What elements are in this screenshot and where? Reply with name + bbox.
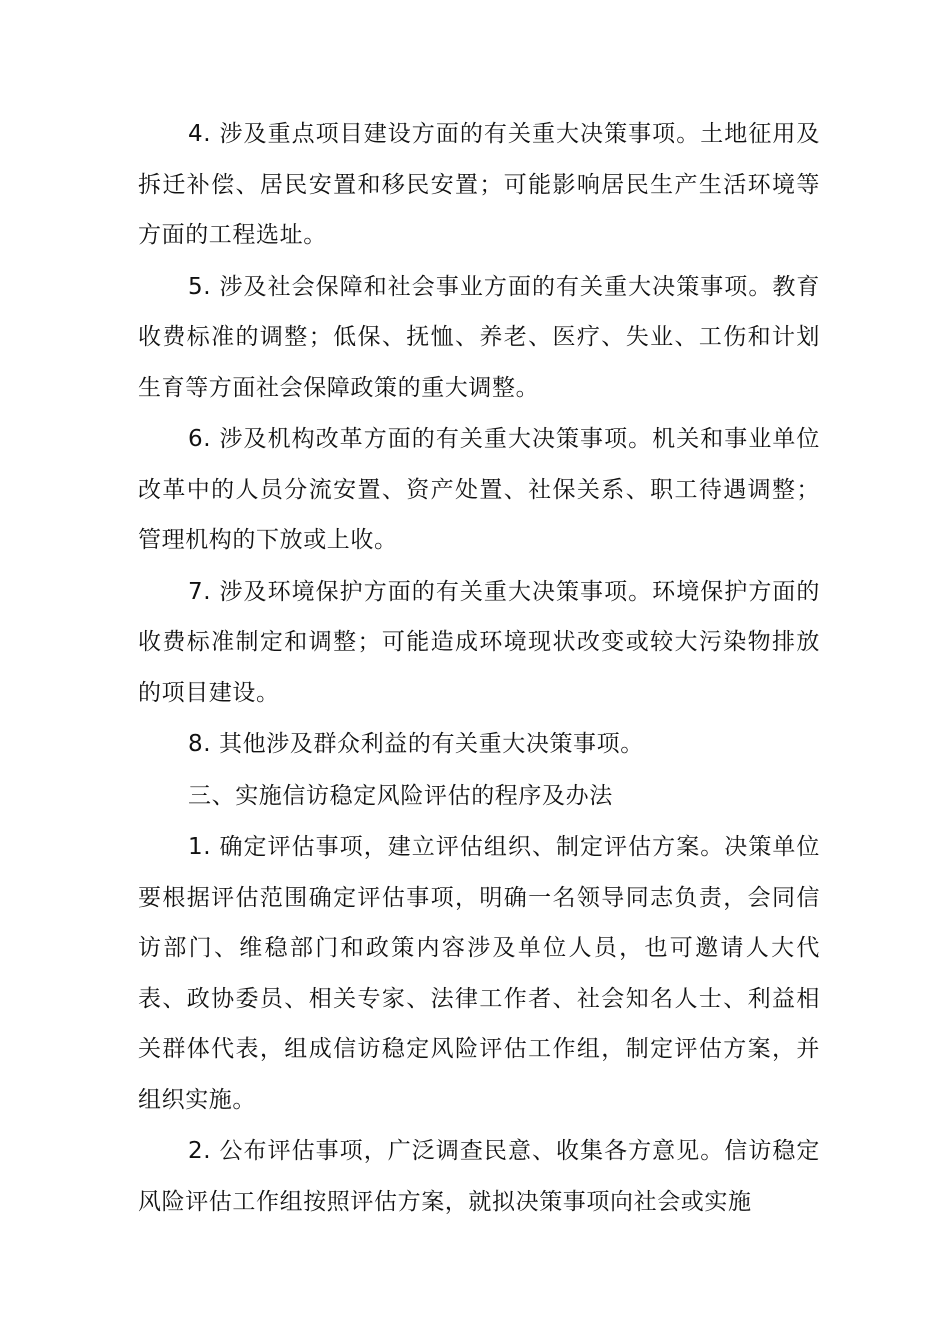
paragraph-item-7: 7. 涉及环境保护方面的有关重大决策事项。环境保护方面的收费标准制定和调整；可能造成环境现状改变或较大污染物排放的项目建设。 (138, 578, 820, 706)
paragraph-item-8: 8. 其他涉及群众利益的有关重大决策事项。 (188, 731, 644, 757)
paragraph-step-1: 1. 确定评估事项，建立评估组织、制定评估方案。决策单位要根据评估范围确定评估事项，明确一名领导同志负责，会同信访部门、维稳部门和政策内容涉及单位人员，也可邀请人大代表、政协委员、相关专家、法律工作者、社会知名人士、利益相关群体代表，组成信访稳定风险评估工作组，制定评估方案，并组织实施。 (138, 834, 820, 1113)
section-heading: 三、实施信访稳定风险评估的程序及办法 (188, 782, 613, 809)
document-page (138, 109, 820, 1228)
paragraph-item-6: 6. 涉及机构改革方面的有关重大决策事项。机关和事业单位改革中的人员分流安置、资产处置、社保关系、职工待遇调整；管理机构的下放或上收。 (138, 426, 820, 553)
paragraph-step-2: 2. 公布评估事项，广泛调查民意、收集各方意见。信访稳定风险评估工作组按照评估方案，就拟决策事项向社会或实施 (138, 1138, 820, 1215)
paragraph-item-5: 5. 涉及社会保障和社会事业方面的有关重大决策事项。教育收费标准的调整；低保、抚恤、养老、医疗、失业、工伤和计划生育等方面社会保障政策的重大调整。 (138, 273, 820, 401)
paragraph-item-4: 4. 涉及重点项目建设方面的有关重大决策事项。土地征用及拆迁补偿、居民安置和移民安置；可能影响居民生产生活环境等方面的工程选址。 (138, 121, 820, 248)
